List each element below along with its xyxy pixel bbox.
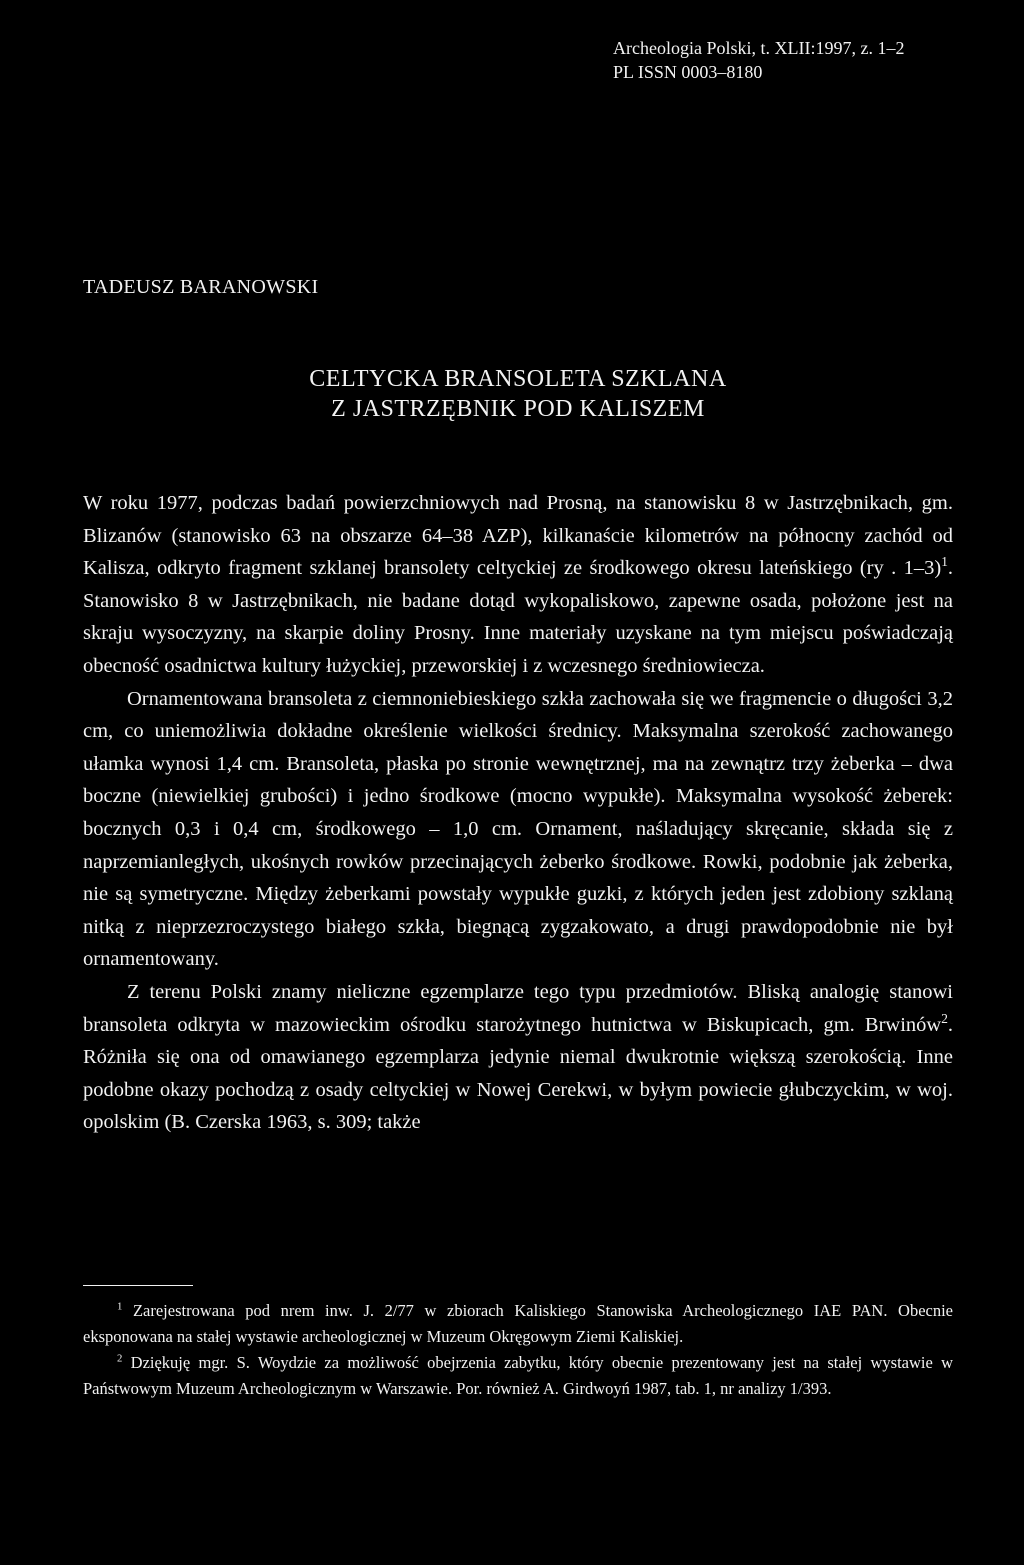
article-title	[83, 364, 953, 424]
footnote-text: Dziękuję mgr. S. Woydzie za możliwość obejrzenia zabytku, który obecnie prezentowany jest na stałej wystawie w Państwowym Muzeum Archeologicznym w Warszawie. Por. również A. Girdwoyń 1987, tab. 1, nr analizy 1/393.	[83, 1353, 954, 1398]
body-paragraph-2: Ornamentowana bransoleta z ciemnoniebieskiego szkła zachowała się we fragmencie o długości 3,2 cm, co uniemożliwia dokładne określenie wielkości średnicy. Maksymalna szerokość zachowanego ułamka wynosi 1,4 cm. Bransoleta, płaska po stronie wewnętrznej, ma na zewnątrz trzy żeberka – dwa boczne (niewielkiej grubości) i jedno środkowe (mocno wypukłe). Maksymalna wysokość żeberek: bocznych 0,3 i 0,4 cm, środkowego – 1,0 cm. Ornament, naśladujący skręcanie, składa się z naprzemianległych, ukośnych rowków przecinających żeberko środkowe. Rowki, podobnie jak żeberka, nie są symetryczne. Między żeberkami powstały wypukłe guzki, z których jeden jest zdobiony szklaną nitką z nieprzezroczystego białego szkła, biegnącą zygzakowato, a drugi prawdopodobnie nie był ornamentowany.	[83, 687, 953, 971]
footnote-divider	[83, 1285, 193, 1286]
body-paragraph-3	[83, 976, 953, 1139]
journal-citation: Archeologia Polski, t. XLII:1997, z. 1–2	[613, 38, 905, 58]
footnote-number: 2	[117, 1352, 123, 1365]
footnotes	[83, 1298, 953, 1402]
footnote-2	[83, 1350, 953, 1402]
footnote-ref-1[interactable]: 1	[941, 554, 948, 570]
paragraph-text: . Różniła się ona od omawianego egzemplarza jedynie niemal dwukrotnie większą szerokością. Inne podobne okazy pochodzą z osady celtyckiej w Nowej Cerekwi, w byłym powiecie głubczyckim, w woj. opolskim (B. Czerska 1963, s. 309; także	[83, 1013, 953, 1134]
article-page	[83, 0, 953, 1565]
article-body	[83, 487, 953, 1139]
footnote-ref-2[interactable]: 2	[941, 1010, 948, 1026]
footnote-1	[83, 1298, 953, 1350]
issn-line: PL ISSN 0003–8180	[613, 62, 763, 82]
paragraph-text: Z terenu Polski znamy nieliczne egzemplarze tego typu przedmiotów. Bliską analogię stanowi bransoleta odkryta w mazowieckim ośrodku starożytnego hutnictwa w Biskupicach, gm. Brwinów	[83, 980, 953, 1036]
body-paragraph-1	[83, 487, 953, 683]
paragraph-text: W roku 1977, podczas badań powierzchniowych nad Prosną, na stanowisku 8 w Jastrzębnikach, gm. Blizanów (stanowisko 63 na obszarze 64–38 AZP), kilkanaście kilometrów na północny zachód od Kalisza, odkryto fragment szklanej bransolety celtyckiej ze środkowego okresu lateńskiego (ry . 1–3)	[83, 492, 953, 580]
paragraph-text: . Stanowisko 8 w Jastrzębnikach, nie badane dotąd wykopaliskowo, zapewne osada, położone jest na skraju wysoczyzny, na skarpie doliny Prosny. Inne materiały uzyskane na tym miejscu poświadczają obecność osadnictwa kultury łużyckiej, przeworskiej i z wczesnego średniowiecza.	[83, 557, 953, 677]
footnote-text: Zarejestrowana pod nrem inw. J. 2/77 w zbiorach Kaliskiego Stanowiska Archeologicznego IAE PAN. Obecnie eksponowana na stałej wystawie archeologicznej w Muzeum Okręgowym Ziemi Kaliskiej.	[83, 1301, 954, 1346]
footnote-number: 1	[117, 1300, 123, 1313]
running-head	[613, 36, 973, 84]
author-name: TADEUSZ BARANOWSKI	[83, 276, 319, 298]
title-line-2: Z JASTRZĘBNIK POD KALISZEM	[331, 396, 705, 422]
title-line-1: CELTYCKA BRANSOLETA SZKLANA	[309, 366, 727, 392]
